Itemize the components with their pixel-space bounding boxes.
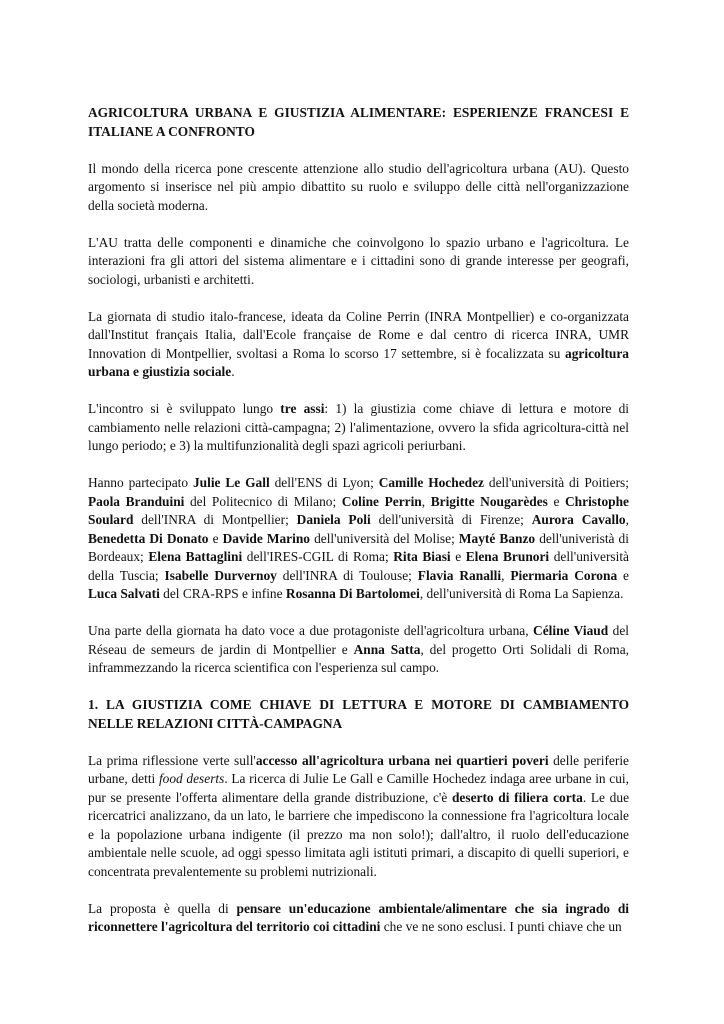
participant-name: Isabelle Durvernoy	[164, 567, 277, 583]
paragraph-proposal: La proposta è quella di pensare un'educazione ambientale/alimentare che sia ingrado di riconnettere l'agricoltura del territorio coi cittadini che ve ne sono esclusi. I punti chiave che un	[88, 900, 630, 934]
bold-phrase: tre assi	[280, 401, 325, 416]
participant-name: Christophe Soulard	[88, 493, 630, 527]
paragraph-protagonists: Una parte della giornata ha dato voce a due protagoniste dell'agricoltura urbana, Céline Viaud del Réseau de semeurs de jardin di Montpellier e Anna Satta, del progetto Orti Solidali di Roma, inframmezzando la ricerca scientifica con l'esperienza sul campo.	[88, 623, 629, 675]
italic-term: food deserts	[158, 771, 225, 786]
participant-name: Camille Hochedez	[378, 475, 484, 490]
protagonist-name: Céline Viaud	[533, 623, 609, 638]
bold-phrase: pensare un'educazione ambientale/alimentare che sia ingrado di riconnettere l'agricoltura del territorio coi cittadini	[88, 900, 630, 934]
participant-name: Julie Le Gall	[192, 475, 270, 490]
participant-name: Piermaria Corona	[510, 567, 618, 583]
participant-name: Luca Salvati	[88, 586, 160, 601]
bold-phrase: deserto di filiera corta	[451, 789, 583, 805]
section-heading-1: 1. LA GIUSTIZIA COME CHIAVE DI LETTURA E MOTORE DI CAMBIAMENTO NELLE RELAZIONI CITTÀ-CAMPAGNA	[88, 697, 629, 731]
document-page	[88, 104, 629, 955]
participant-name: Elena Battaglini	[148, 549, 243, 564]
participant-name: Daniela Poli	[296, 512, 371, 527]
protagonist-name: Anna Satta	[353, 641, 421, 657]
bold-phrase: agricoltura urbana e giustizia sociale	[88, 345, 629, 379]
participant-name: Paola Branduini	[88, 493, 185, 509]
participant-name: Mayté Banzo	[458, 530, 536, 546]
participant-name: Rosanna Di Bartolomei	[285, 586, 420, 601]
participant-name: Elena Brunori	[465, 549, 550, 564]
paragraph-intro: Il mondo della ricerca pone crescente attenzione allo studio dell'agricoltura urbana (AU). Questo argomento si inserisce nel più ampio dibattito su ruolo e sviluppo delle città nell'organizzazione della società moderna.	[88, 160, 629, 213]
paragraph-study-day: La giornata di studio italo-francese, ideata da Coline Perrin (INRA Montpellier) e co-organizzata dall'Institut français Italia, dall'Ecole française de Rome e dal centro di ricerca INRA, UMR Innovation di Montpellier, svoltasi a Roma lo scorso 17 settembre, si è focalizzata su agricoltura urbana e giustizia sociale.	[88, 308, 629, 379]
participant-name: Benedetta Di Donato	[88, 530, 209, 546]
participant-name: Coline Perrin	[341, 493, 422, 509]
participant-name: Flavia Ranalli	[417, 567, 502, 583]
paragraph-three-axes: L'incontro si è sviluppato lungo tre assi: 1) la giustizia come chiave di lettura e motore di cambiamento nelle relazioni città-campagna; 2) l'alimentazione, ovvero la sfida agricoltura-città nel lungo periodo; e 3) la multifunzionalità degli spazi agricoli periurbani.	[88, 401, 629, 453]
participant-name: Brigitte Nougarèdes	[430, 493, 548, 509]
paragraph-au-definition: L'AU tratta delle componenti e dinamiche che coinvolgono lo spazio urbano e l'agricoltura. Le interazioni fra gli attori del sistema alimentare e i cittadini sono di grande interesse per geografi, sociologi, urbanisti e architetti.	[88, 234, 629, 287]
participant-name: Rita Biasi	[393, 549, 451, 564]
participant-name: Davide Marino	[222, 530, 310, 546]
participant-name: Aurora Cavallo	[531, 512, 626, 527]
bold-phrase: accesso all'agricoltura urbana nei quartieri poveri	[255, 752, 549, 768]
paragraph-participants: Hanno partecipato Julie Le Gall dell'ENS di Lyon; Camille Hochedez dell'università di Poitiers; Paola Branduini del Politecnico di Milano; Coline Perrin, Brigitte Nougarèdes e Christophe Soulard dell'INRA di Montpellier; Daniela Poli dell'università di Firenze; Aurora Cavallo, Benedetta Di Donato e Davide Marino dell'università del Molise; Mayté Banzo dell'univeristà di Bordeaux; Elena Battaglini dell'IRES-CGIL di Roma; Rita Biasi e Elena Brunori dell'università della Tuscia; Isabelle Durvernoy dell'INRA di Toulouse; Flavia Ranalli, Piermaria Corona e Luca Salvati del CRA-RPS e infine Rosanna Di Bartolomei, dell'università di Roma La Sapienza.	[88, 475, 630, 601]
document-title: AGRICOLTURA URBANA E GIUSTIZIA ALIMENTARE: ESPERIENZE FRANCESI E ITALIANE A CONFRONTO	[88, 105, 629, 139]
paragraph-food-deserts: La prima riflessione verte sull'accesso all'agricoltura urbana nei quartieri poveri delle periferie urbane, detti food deserts. La ricerca di Julie Le Gall e Camille Hochedez indaga aree urbane in cui, pur se presente l'offerta alimentare della grande distribuzione, c'è deserto di filiera corta. Le due ricercatrici analizzano, da un lato, le barriere che impediscono la connessione fra l'agricoltura locale e la popolazione urbana indigente (il prezzo ma non solo!); dall'altro, il ruolo dell'educazione ambientale nelle scuole, ad oggi spesso limitata agli istituti primari, a discapito di quelli superiori, e concentrata prevalentemente su problemi nutrizionali.	[88, 752, 630, 879]
